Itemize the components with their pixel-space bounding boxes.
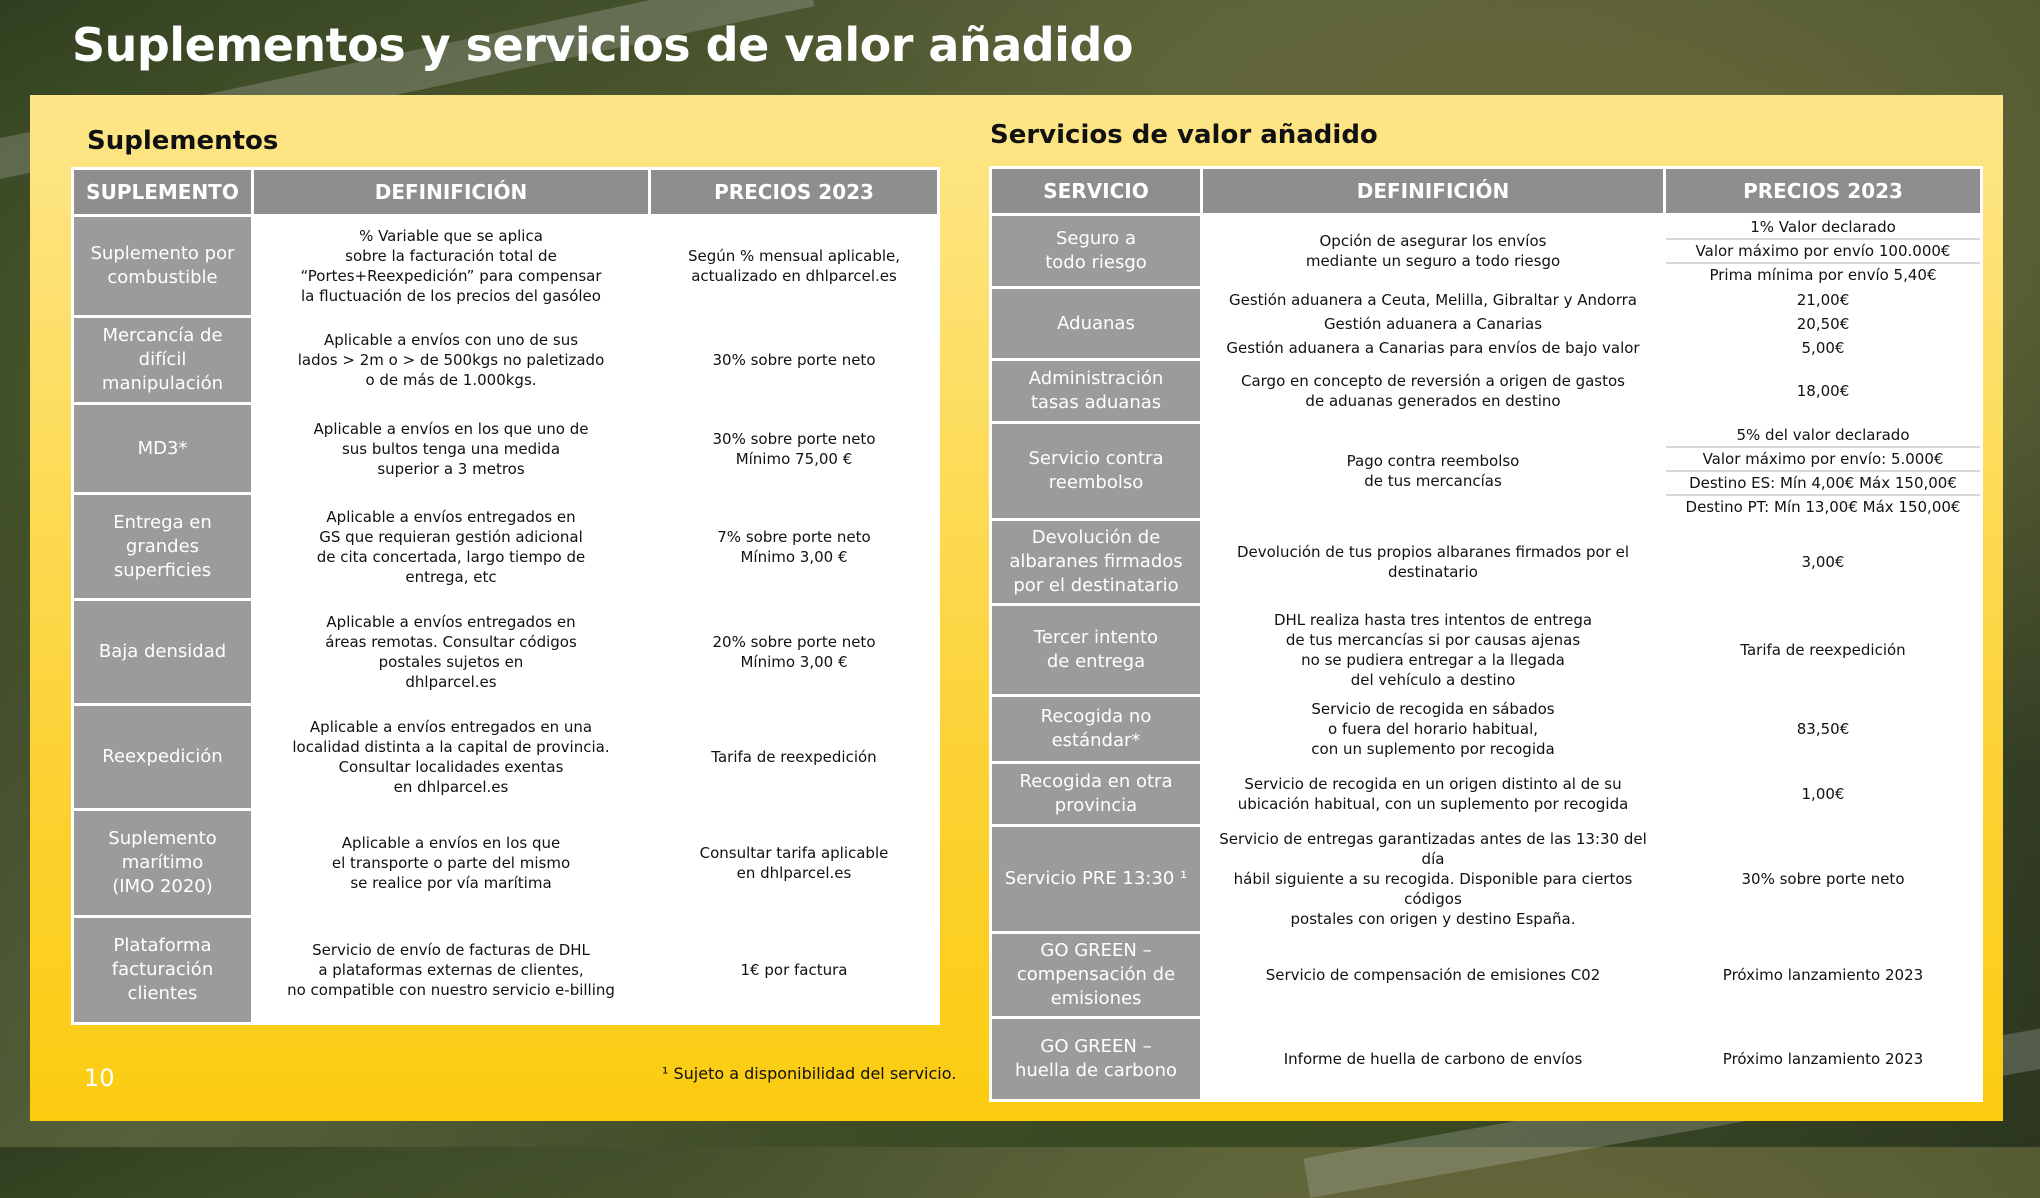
table-row: [74, 601, 937, 703]
suplemento-definition: Aplicable a envíos en los que el transporte o parte del mismo se realice por vía marítima: [254, 811, 648, 915]
suplemento-name: Suplemento por combustible: [74, 217, 251, 315]
suplemento-price: Tarifa de reexpedición: [651, 706, 937, 808]
table-row: [992, 606, 1980, 694]
column-header: DEFINIFICIÓN: [1203, 169, 1663, 213]
servicio-definition: Informe de huella de carbono de envíos: [1203, 1019, 1663, 1099]
table-row: [992, 934, 1980, 1016]
price-line: 1% Valor declarado: [1666, 216, 1980, 240]
table-row: [992, 521, 1980, 603]
price-line: Valor máximo por envío 100.000€: [1666, 240, 1980, 264]
servicio-name: Recogida en otra provincia: [992, 764, 1200, 824]
footnote: ¹ Sujeto a disponibilidad del servicio.: [662, 1064, 957, 1083]
servicio-definition: DHL realiza hasta tres intentos de entrega de tus mercancías si por causas ajenas no se pudiera entregar a la llegada del vehículo a destino: [1203, 606, 1663, 694]
table-row: [74, 706, 937, 808]
servicio-name: Aduanas: [992, 289, 1200, 358]
servicio-price: [1666, 216, 1980, 286]
table-row: [992, 424, 1980, 518]
servicio-definition: Servicio de compensación de emisiones C02: [1203, 934, 1663, 1016]
table-row: [992, 764, 1980, 824]
servicio-definition: Gestión aduanera a Canarias para envíos de bajo valor: [1203, 337, 1663, 358]
price-line: Valor máximo por envío: 5.000€: [1666, 448, 1980, 472]
column-header: SUPLEMENTO: [74, 170, 251, 214]
table-row: [74, 217, 937, 315]
suplemento-name: MD3*: [74, 405, 251, 492]
servicio-price: 20,50€: [1666, 313, 1980, 334]
servicio-definition: Cargo en concepto de reversión a origen de gastos de aduanas generados en destino: [1203, 361, 1663, 421]
table-row: [992, 1019, 1980, 1099]
suplemento-definition: Servicio de envío de facturas de DHL a plataformas externas de clientes, no compatible con nuestro servicio e-billing: [254, 918, 648, 1022]
servicio-definition: Devolución de tus propios albaranes firmados por el destinatario: [1203, 521, 1663, 603]
suplemento-price: Según % mensual aplicable, actualizado en dhlparcel.es: [651, 217, 937, 315]
table-row: [74, 495, 937, 598]
suplemento-price: Consultar tarifa aplicable en dhlparcel.es: [651, 811, 937, 915]
suplemento-name: Reexpedición: [74, 706, 251, 808]
suplemento-name: Entrega en grandes superficies: [74, 495, 251, 598]
servicio-definition: Gestión aduanera a Canarias: [1203, 313, 1663, 334]
table-row: [992, 289, 1980, 310]
suplemento-price: 20% sobre porte neto Mínimo 3,00 €: [651, 601, 937, 703]
servicio-definition: Pago contra reembolso de tus mercancías: [1203, 424, 1663, 518]
suplementos-heading: Suplementos: [87, 126, 279, 156]
servicio-price: 3,00€: [1666, 521, 1980, 603]
table-row: [992, 827, 1980, 931]
price-line: 5% del valor declarado: [1666, 424, 1980, 448]
suplemento-name: Mercancía de difícil manipulación: [74, 318, 251, 402]
servicio-price: Próximo lanzamiento 2023: [1666, 934, 1980, 1016]
servicio-price: 21,00€: [1666, 289, 1980, 310]
servicio-price: 5,00€: [1666, 337, 1980, 358]
servicio-name: GO GREEN – compensación de emisiones: [992, 934, 1200, 1016]
table-row: [992, 216, 1980, 286]
servicio-definition: Servicio de recogida en un origen distinto al de su ubicación habitual, con un suplemento por recogida: [1203, 764, 1663, 824]
column-header: PRECIOS 2023: [651, 170, 937, 214]
servicio-price: [1666, 424, 1980, 518]
servicio-definition: Servicio de entregas garantizadas antes de las 13:30 del día hábil siguiente a su recogida. Disponible para ciertos códigos postales con origen y destino España.: [1203, 827, 1663, 931]
price-line: Destino ES: Mín 4,00€ Máx 150,00€: [1666, 472, 1980, 496]
suplemento-definition: Aplicable a envíos entregados en una localidad distinta a la capital de provincia. Consultar localidades exentas en dhlparcel.es: [254, 706, 648, 808]
suplemento-price: 7% sobre porte neto Mínimo 3,00 €: [651, 495, 937, 598]
suplementos-table: [71, 167, 940, 1025]
servicio-name: Servicio contra reembolso: [992, 424, 1200, 518]
servicio-name: Servicio PRE 13:30 ¹: [992, 827, 1200, 931]
servicio-price: Próximo lanzamiento 2023: [1666, 1019, 1980, 1099]
suplemento-name: Suplemento marítimo (IMO 2020): [74, 811, 251, 915]
servicio-definition: Gestión aduanera a Ceuta, Melilla, Gibraltar y Andorra: [1203, 289, 1663, 310]
suplemento-name: Baja densidad: [74, 601, 251, 703]
servicio-name: GO GREEN – huella de carbono: [992, 1019, 1200, 1099]
page-number: 10: [84, 1064, 115, 1092]
column-header: PRECIOS 2023: [1666, 169, 1980, 213]
servicio-name: Administración tasas aduanas: [992, 361, 1200, 421]
table-row: [992, 697, 1980, 761]
suplemento-definition: % Variable que se aplica sobre la facturación total de “Portes+Reexpedición” para compensar la fluctuación de los precios del gasóleo: [254, 217, 648, 315]
servicio-name: Seguro a todo riesgo: [992, 216, 1200, 286]
price-line: Destino PT: Mín 13,00€ Máx 150,00€: [1685, 498, 1961, 516]
table-row: [74, 405, 937, 492]
table-row: [74, 318, 937, 402]
column-header: SERVICIO: [992, 169, 1200, 213]
servicio-price: 30% sobre porte neto: [1666, 827, 1980, 931]
servicio-name: Recogida no estándar*: [992, 697, 1200, 761]
servicio-price: 1,00€: [1666, 764, 1980, 824]
price-line: Prima mínima por envío 5,40€: [1709, 266, 1937, 284]
servicio-name: Tercer intento de entrega: [992, 606, 1200, 694]
servicio-price: Tarifa de reexpedición: [1666, 606, 1980, 694]
table-row: [992, 361, 1980, 421]
suplemento-name: Plataforma facturación clientes: [74, 918, 251, 1022]
suplemento-price: 30% sobre porte neto: [651, 318, 937, 402]
suplemento-definition: Aplicable a envíos entregados en áreas remotas. Consultar códigos postales sujetos en dhlparcel.es: [254, 601, 648, 703]
servicio-name: Devolución de albaranes firmados por el destinatario: [992, 521, 1200, 603]
servicios-heading: Servicios de valor añadido: [990, 120, 1378, 150]
servicios-table: [989, 166, 1983, 1102]
suplemento-price: 1€ por factura: [651, 918, 937, 1022]
servicio-price: 18,00€: [1666, 361, 1980, 421]
suplemento-definition: Aplicable a envíos en los que uno de sus bultos tenga una medida superior a 3 metros: [254, 405, 648, 492]
table-row: [74, 811, 937, 915]
page-title: Suplementos y servicios de valor añadido: [72, 18, 1133, 72]
suplemento-definition: Aplicable a envíos con uno de sus lados > 2m o > de 500kgs no paletizado o de más de 1.000kgs.: [254, 318, 648, 402]
table-row: [74, 918, 937, 1022]
suplemento-definition: Aplicable a envíos entregados en GS que requieran gestión adicional de cita concertada, largo tiempo de entrega, etc: [254, 495, 648, 598]
column-header: DEFINIFICIÓN: [254, 170, 648, 214]
servicio-definition: Servicio de recogida en sábados o fuera del horario habitual, con un suplemento por recogida: [1203, 697, 1663, 761]
suplemento-price: 30% sobre porte neto Mínimo 75,00 €: [651, 405, 937, 492]
servicio-price: 83,50€: [1666, 697, 1980, 761]
servicio-definition: Opción de asegurar los envíos mediante un seguro a todo riesgo: [1203, 216, 1663, 286]
